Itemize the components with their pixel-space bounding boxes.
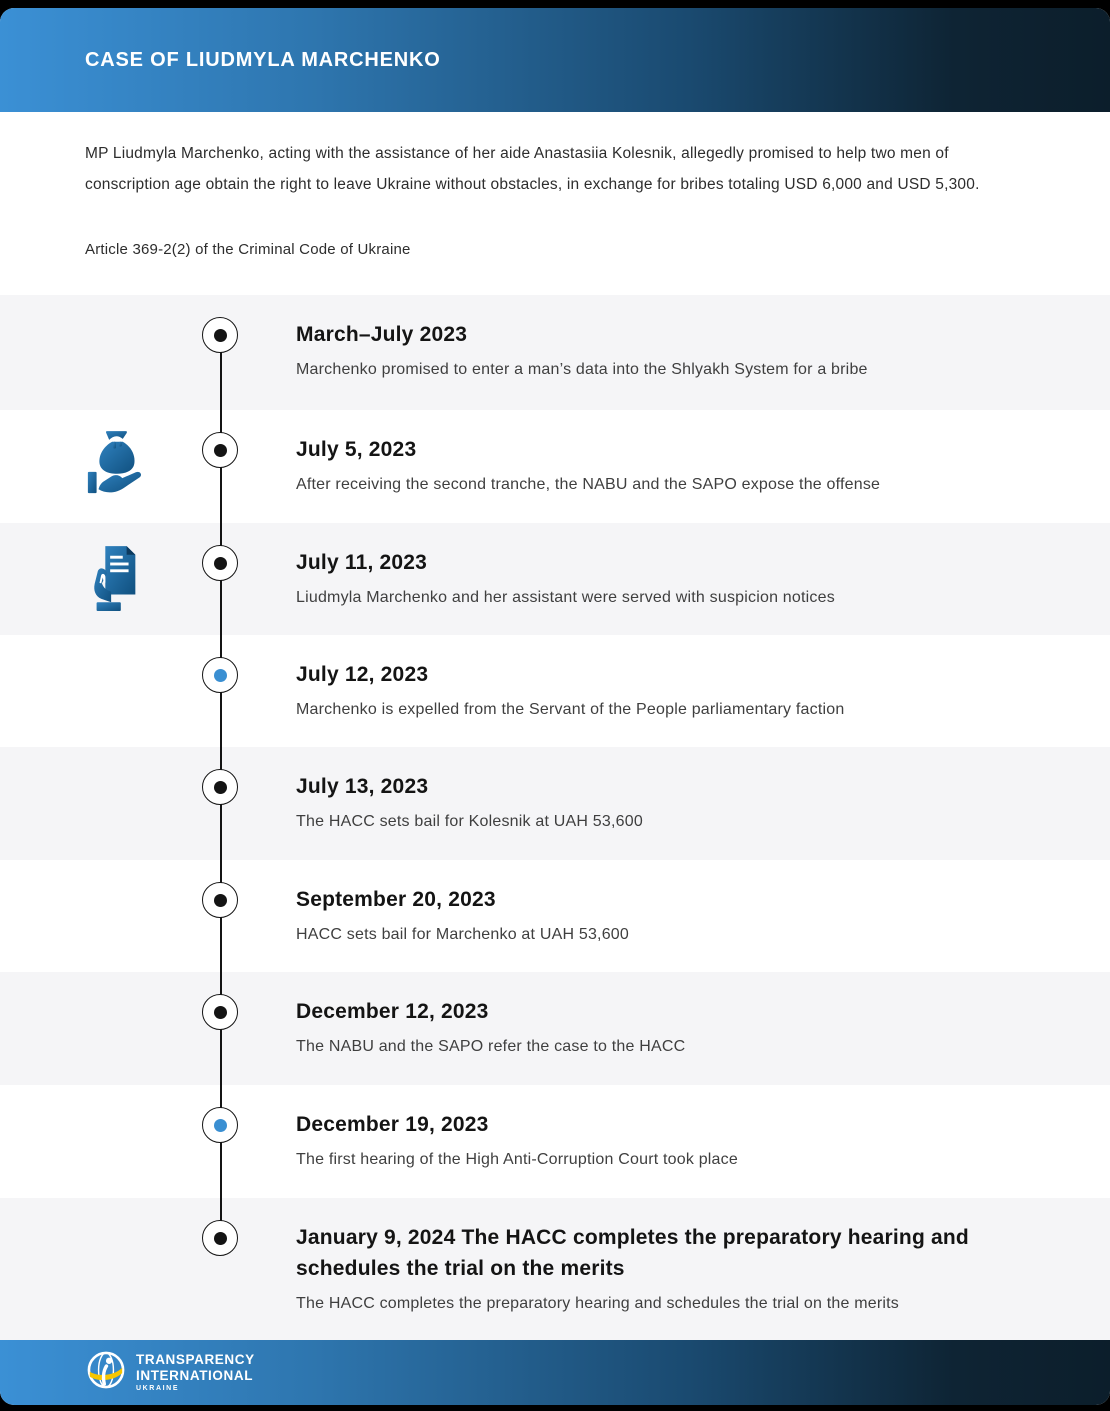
logo-line-2: INTERNATIONAL [136,1367,254,1383]
timeline-description: Marchenko is expelled from the Servant of the People parliamentary faction [296,701,845,718]
marker-dot [214,557,227,570]
timeline-item [0,860,1110,972]
timeline-marker [202,1220,238,1256]
page-title: CASE OF LIUDMYLA MARCHENKO [85,48,441,71]
timeline-date: September 20, 2023 [296,888,496,911]
timeline-marker [202,432,238,468]
marker-dot [214,669,227,682]
marker-dot [214,894,227,907]
marker-dot [214,781,227,794]
suspicion-notice-in-hand-icon [84,543,146,615]
timeline-description: Marchenko promised to enter a man’s data into the Shlyakh System for a bribe [296,361,868,378]
timeline-date: July 13, 2023 [296,775,429,798]
marker-dot [214,1006,227,1019]
timeline-description: After receiving the second tranche, the NABU and the SAPO expose the offense [296,476,881,493]
timeline-marker [202,657,238,693]
timeline-marker [202,882,238,918]
timeline-description: Liudmyla Marchenko and her assistant were served with suspicion notices [296,589,835,606]
case-summary-text: MP Liudmyla Marchenko, acting with the assistance of her aide Anastasiia Kolesnik, allegedly promised to help two men of conscription age obtain the right to leave Ukraine without obstacles, in exchange for bribes totaling USD 6,000 and USD 5,300. [85,145,980,193]
money-bag-in-hand-icon [84,430,146,502]
timeline-marker [202,317,238,353]
timeline-item [0,523,1110,635]
timeline-item [0,1198,1110,1340]
header-banner [0,8,1110,112]
article-reference: Article 369-2(2) of the Criminal Code of Ukraine [85,241,411,258]
footer-banner [0,1340,1110,1405]
timeline-marker [202,545,238,581]
timeline-item [0,972,1110,1085]
timeline-date: January 9, 2024 The HACC completes the preparatory hearing and schedules the trial on the merits [296,1226,969,1280]
timeline-date: December 19, 2023 [296,1113,489,1136]
timeline-description: The HACC completes the preparatory hearing and schedules the trial on the merits [296,1295,899,1312]
ti-globe-icon [85,1349,127,1396]
timeline [0,295,1110,1340]
timeline-description: The first hearing of the High Anti-Corruption Court took place [296,1151,738,1168]
timeline-date: July 12, 2023 [296,663,429,686]
timeline-item [0,747,1110,860]
timeline-item [0,635,1110,747]
transparency-international-logo [85,1349,255,1396]
intro-section [0,112,1110,295]
timeline-description: The NABU and the SAPO refer the case to the HACC [296,1038,686,1055]
timeline-date: December 12, 2023 [296,1000,489,1023]
marker-dot [214,329,227,342]
logo-line-1: TRANSPARENCY [136,1352,255,1367]
infographic-page [0,8,1110,1405]
timeline-item [0,1085,1110,1198]
timeline-description: HACC sets bail for Marchenko at UAH 53,600 [296,926,629,943]
timeline-marker [202,994,238,1030]
timeline-description: The HACC sets bail for Kolesnik at UAH 53,600 [296,813,643,830]
timeline-marker [202,1107,238,1143]
timeline-marker [202,769,238,805]
ti-logo-text [136,1353,255,1392]
timeline-date: July 5, 2023 [296,438,417,461]
marker-dot [214,1232,227,1245]
timeline-date: March–July 2023 [296,323,468,346]
logo-line-3: UKRAINE [136,1385,180,1392]
timeline-item [0,295,1110,410]
timeline-item [0,410,1110,523]
marker-dot [214,1119,227,1132]
timeline-date: July 11, 2023 [296,551,428,574]
marker-dot [214,444,227,457]
